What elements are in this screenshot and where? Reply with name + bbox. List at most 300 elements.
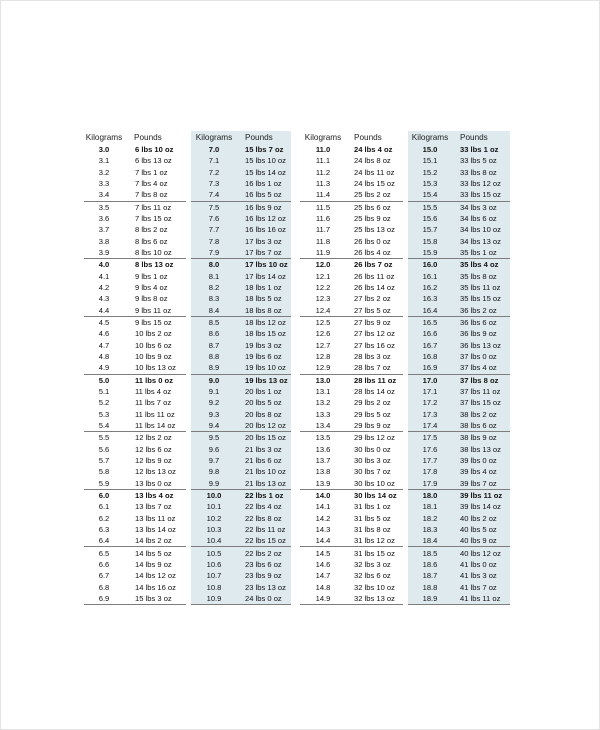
kilograms-cell: 6.1 <box>98 502 110 512</box>
pounds-cell: 10 lbs 9 oz <box>135 352 172 362</box>
pounds-cell: 31 lbs 12 oz <box>354 536 395 546</box>
kilograms-cell: 9.7 <box>208 456 220 466</box>
pounds-cell: 31 lbs 5 oz <box>354 513 391 523</box>
table-row <box>84 478 186 490</box>
kilograms-cell: 11.2 <box>315 167 331 177</box>
table-row <box>191 513 291 524</box>
kilograms-cell: 5.1 <box>98 387 110 397</box>
table-row <box>191 490 291 501</box>
table-row <box>408 535 510 547</box>
kilograms-cell: 15.1 <box>422 156 438 166</box>
kilograms-cell: 12.6 <box>315 329 331 339</box>
kilograms-cell: 18.9 <box>422 593 438 603</box>
table-row <box>84 340 186 351</box>
pounds-cell: 33 lbs 5 oz <box>460 156 497 166</box>
kilograms-cell: 4.5 <box>98 318 110 328</box>
kilograms-cell: 7.4 <box>208 190 220 200</box>
table-row <box>84 455 186 466</box>
table-row <box>191 386 291 397</box>
pounds-cell: 10 lbs 13 oz <box>135 363 176 373</box>
kilograms-cell: 17.7 <box>422 456 438 466</box>
kilograms-cell: 15.4 <box>422 190 438 200</box>
pounds-cell: 6 lbs 10 oz <box>135 145 174 155</box>
table-row <box>408 593 510 605</box>
pounds-cell: 7 lbs 4 oz <box>135 179 168 189</box>
table-row <box>191 271 291 282</box>
pounds-cell: 19 lbs 13 oz <box>245 375 288 385</box>
kilograms-cell: 14.5 <box>315 548 331 558</box>
pounds-cell: 29 lbs 5 oz <box>354 409 391 419</box>
table-row <box>300 271 403 282</box>
pounds-cell: 16 lbs 12 oz <box>245 214 286 224</box>
table-row <box>191 328 291 339</box>
table-row <box>408 236 510 247</box>
table-row <box>84 293 186 304</box>
table-row <box>191 409 291 420</box>
kilograms-cell: 4.3 <box>98 294 110 304</box>
table-row <box>84 362 186 374</box>
table-row <box>84 386 186 397</box>
kilograms-cell: 4.4 <box>98 305 110 315</box>
table-row <box>300 213 403 224</box>
table-row <box>191 224 291 235</box>
pounds-cell: 16 lbs 5 oz <box>245 190 282 200</box>
pounds-cell: 9 lbs 15 oz <box>135 318 172 328</box>
kilograms-cell: 17.8 <box>422 467 438 477</box>
table-row <box>300 455 403 466</box>
pounds-cell: 41 lbs 7 oz <box>460 582 497 592</box>
kilograms-cell: 18.0 <box>422 491 438 500</box>
kilograms-cell: 12.0 <box>315 260 331 270</box>
table-row <box>84 490 186 501</box>
kilograms-cell: 8.3 <box>208 294 220 304</box>
table-row <box>408 432 510 443</box>
kilograms-cell: 11.1 <box>315 156 331 166</box>
pounds-cell: 17 lbs 10 oz <box>245 260 288 270</box>
table-row <box>84 432 186 443</box>
kilograms-cell: 18.8 <box>422 582 438 592</box>
kilograms-cell: 11.6 <box>315 214 331 224</box>
table-row <box>191 432 291 443</box>
pounds-cell: 41 lbs 0 oz <box>460 559 497 569</box>
kilograms-cell: 12.5 <box>315 318 331 328</box>
pounds-cell: 22 lbs 4 oz <box>245 502 282 512</box>
kilograms-cell: 13.5 <box>315 433 331 443</box>
kilograms-cell: 5.6 <box>98 444 110 454</box>
pounds-cell: 34 lbs 6 oz <box>460 214 497 224</box>
kilograms-cell: 4.0 <box>98 260 110 270</box>
kilograms-cell: 13.8 <box>315 467 331 477</box>
table-row <box>408 478 510 490</box>
table-row <box>191 570 291 581</box>
table-row <box>191 581 291 592</box>
table-row <box>300 593 403 605</box>
kilograms-cell: 11.9 <box>315 248 331 258</box>
kilograms-cell: 13.0 <box>315 375 331 385</box>
kilograms-cell: 6.7 <box>98 571 110 581</box>
pounds-cell: 28 lbs 14 oz <box>354 387 395 397</box>
pounds-cell: 39 lbs 4 oz <box>460 467 497 477</box>
table-row <box>191 478 291 490</box>
table-row <box>300 420 403 432</box>
pounds-cell: 29 lbs 2 oz <box>354 398 391 408</box>
table-row <box>300 478 403 490</box>
pounds-cell: 14 lbs 9 oz <box>135 559 172 569</box>
kilograms-cell: 4.8 <box>98 352 110 362</box>
table-row <box>408 570 510 581</box>
pounds-cell: 39 lbs 7 oz <box>460 478 497 488</box>
pounds-cell: 23 lbs 9 oz <box>245 571 282 581</box>
kilograms-cell: 11.5 <box>315 202 331 212</box>
table-row <box>300 386 403 397</box>
table-row <box>84 271 186 282</box>
kilograms-cell: 17.0 <box>422 375 438 385</box>
kilograms-cell: 8.0 <box>208 260 220 270</box>
kilograms-cell: 6.3 <box>98 524 110 534</box>
kilograms-cell: 18.6 <box>422 559 438 569</box>
pounds-cell: 11 lbs 4 oz <box>135 387 172 397</box>
kilograms-cell: 9.3 <box>208 409 220 419</box>
kilograms-cell: 18.7 <box>422 571 438 581</box>
kilograms-cell: 9.1 <box>208 387 220 397</box>
conversion-table-2 <box>191 131 291 605</box>
pounds-cell: 8 lbs 6 oz <box>135 236 168 246</box>
pounds-cell: 34 lbs 13 oz <box>460 236 501 246</box>
kilograms-cell: 18.2 <box>422 513 438 523</box>
kilograms-cell: 11.8 <box>315 236 331 246</box>
kilograms-cell: 12.8 <box>315 352 331 362</box>
pounds-cell: 27 lbs 9 oz <box>354 318 391 328</box>
table-header <box>191 131 291 144</box>
kilograms-cell: 14.7 <box>315 571 331 581</box>
pounds-cell: 18 lbs 1 oz <box>245 283 282 293</box>
pounds-cell: 15 lbs 3 oz <box>135 593 172 603</box>
table-row <box>300 340 403 351</box>
table-row <box>191 247 291 259</box>
pounds-cell: 21 lbs 3 oz <box>245 444 282 454</box>
pounds-cell: 8 lbs 10 oz <box>135 248 172 258</box>
kilograms-cell: 13.7 <box>315 456 331 466</box>
pounds-cell: 36 lbs 6 oz <box>460 318 497 328</box>
table-row <box>191 466 291 477</box>
table-row <box>84 317 186 328</box>
table-row <box>300 466 403 477</box>
pounds-cell: 33 lbs 12 oz <box>460 179 501 189</box>
table-row <box>408 178 510 189</box>
table-row <box>300 282 403 293</box>
pounds-cell: 13 lbs 0 oz <box>135 478 172 488</box>
kilograms-cell: 10.5 <box>206 548 222 558</box>
pounds-cell: 18 lbs 8 oz <box>245 305 282 315</box>
pounds-cell: 12 lbs 6 oz <box>135 444 172 454</box>
pounds-cell: 41 lbs 11 oz <box>460 593 501 603</box>
kilograms-cell: 5.9 <box>98 478 110 488</box>
kilograms-cell: 7.3 <box>208 179 220 189</box>
pounds-cell: 14 lbs 2 oz <box>135 536 172 546</box>
table-row <box>300 362 403 374</box>
kilograms-cell: 13.3 <box>315 409 331 419</box>
pounds-cell: 18 lbs 12 oz <box>245 318 286 328</box>
pounds-cell: 35 lbs 1 oz <box>460 248 497 258</box>
pounds-cell: 33 lbs 8 oz <box>460 167 497 177</box>
table-header <box>84 131 186 144</box>
kilograms-cell: 7.5 <box>208 202 220 212</box>
table-row <box>300 247 403 259</box>
kilograms-cell: 12.2 <box>315 283 331 293</box>
table-row <box>300 432 403 443</box>
kilograms-cell: 3.7 <box>98 225 110 235</box>
pounds-cell: 22 lbs 15 oz <box>245 536 286 546</box>
pounds-cell: 38 lbs 13 oz <box>460 444 501 454</box>
pounds-cell: 36 lbs 13 oz <box>460 340 501 350</box>
pounds-cell: 41 lbs 3 oz <box>460 571 497 581</box>
kilograms-cell: 6.2 <box>98 513 110 523</box>
pounds-cell: 30 lbs 7 oz <box>354 467 391 477</box>
table-row <box>408 409 510 420</box>
kilograms-cell: 8.8 <box>208 352 220 362</box>
kilograms-cell: 10.9 <box>206 593 222 603</box>
conversion-table-1 <box>84 131 186 605</box>
table-row <box>84 581 186 592</box>
pounds-cell: 13 lbs 7 oz <box>135 502 172 512</box>
kilograms-cell: 16.6 <box>422 329 438 339</box>
header-pounds: Pounds <box>460 133 488 142</box>
table-row <box>84 524 186 535</box>
pounds-cell: 11 lbs 7 oz <box>135 398 172 408</box>
kilograms-cell: 8.6 <box>208 329 220 339</box>
pounds-cell: 37 lbs 4 oz <box>460 363 497 373</box>
kilograms-cell: 6.0 <box>98 491 110 500</box>
kilograms-cell: 3.8 <box>98 236 110 246</box>
table-row <box>191 282 291 293</box>
kilograms-cell: 13.4 <box>315 421 331 431</box>
table-row <box>191 305 291 317</box>
table-row <box>300 490 403 501</box>
kilograms-cell: 15.3 <box>422 179 438 189</box>
table-row <box>408 397 510 408</box>
table-row <box>191 501 291 512</box>
table-row <box>191 213 291 224</box>
kilograms-cell: 5.2 <box>98 398 110 408</box>
pounds-cell: 40 lbs 12 oz <box>460 548 501 558</box>
pounds-cell: 19 lbs 10 oz <box>245 363 286 373</box>
table-row <box>408 501 510 512</box>
pounds-cell: 21 lbs 13 oz <box>245 478 286 488</box>
kilograms-cell: 18.5 <box>422 548 438 558</box>
table-row <box>408 167 510 178</box>
kilograms-cell: 5.5 <box>98 433 110 443</box>
table-row <box>191 420 291 432</box>
table-row <box>191 559 291 570</box>
kilograms-cell: 17.5 <box>422 433 438 443</box>
kilograms-cell: 5.7 <box>98 456 110 466</box>
table-row <box>408 444 510 455</box>
table-row <box>300 178 403 189</box>
table-row <box>191 259 291 270</box>
kilograms-cell: 3.0 <box>98 145 110 155</box>
kilograms-cell: 3.6 <box>98 214 110 224</box>
table-header <box>408 131 510 144</box>
pounds-cell: 38 lbs 6 oz <box>460 421 497 431</box>
table-row <box>191 444 291 455</box>
kilograms-cell: 18.3 <box>422 524 438 534</box>
table-row <box>300 547 403 558</box>
kilograms-cell: 13.9 <box>315 478 331 488</box>
table-row <box>300 444 403 455</box>
table-row <box>300 202 403 213</box>
kilograms-cell: 8.2 <box>208 283 220 293</box>
pounds-cell: 37 lbs 8 oz <box>460 375 499 385</box>
table-row <box>300 501 403 512</box>
kilograms-cell: 11.4 <box>315 190 331 200</box>
kilograms-cell: 3.5 <box>98 202 110 212</box>
table-row <box>408 259 510 270</box>
table-row <box>408 466 510 477</box>
conversion-table-4 <box>408 131 510 605</box>
kilograms-cell: 15.7 <box>422 225 438 235</box>
kilograms-cell: 16.0 <box>422 260 438 270</box>
kilograms-cell: 12.7 <box>315 340 331 350</box>
pounds-cell: 17 lbs 7 oz <box>245 248 282 258</box>
pounds-cell: 25 lbs 13 oz <box>354 225 395 235</box>
kilograms-cell: 10.1 <box>206 502 222 512</box>
header-pounds: Pounds <box>245 133 273 142</box>
pounds-cell: 21 lbs 6 oz <box>245 456 282 466</box>
kilograms-cell: 4.9 <box>98 363 110 373</box>
pounds-cell: 11 lbs 0 oz <box>135 375 173 385</box>
kilograms-cell: 5.0 <box>98 375 110 385</box>
pounds-cell: 19 lbs 6 oz <box>245 352 282 362</box>
pounds-cell: 7 lbs 15 oz <box>135 214 172 224</box>
table-row <box>191 178 291 189</box>
table-row <box>84 535 186 547</box>
table-row <box>84 213 186 224</box>
pounds-cell: 40 lbs 5 oz <box>460 524 497 534</box>
pounds-cell: 14 lbs 16 oz <box>135 582 176 592</box>
table-row <box>408 317 510 328</box>
pounds-cell: 17 lbs 3 oz <box>245 236 282 246</box>
kilograms-cell: 3.1 <box>98 156 110 166</box>
header-kilograms: Kilograms <box>85 133 123 142</box>
header-kilograms: Kilograms <box>411 133 449 142</box>
conversion-table-3 <box>300 131 403 605</box>
table-row <box>408 490 510 501</box>
pounds-cell: 11 lbs 11 oz <box>135 409 175 419</box>
kilograms-cell: 14.0 <box>315 491 331 500</box>
pounds-cell: 35 lbs 11 oz <box>460 283 501 293</box>
pounds-cell: 16 lbs 9 oz <box>245 202 282 212</box>
kilograms-cell: 10.8 <box>206 582 222 592</box>
pounds-cell: 15 lbs 14 oz <box>245 167 286 177</box>
table-row <box>408 293 510 304</box>
pounds-cell: 13 lbs 4 oz <box>135 491 174 500</box>
kilograms-cell: 14.4 <box>315 536 331 546</box>
pounds-cell: 28 lbs 11 oz <box>354 375 397 385</box>
pounds-cell: 26 lbs 7 oz <box>354 260 393 270</box>
pounds-cell: 26 lbs 0 oz <box>354 236 391 246</box>
table-row <box>300 409 403 420</box>
pounds-cell: 24 lbs 8 oz <box>354 156 391 166</box>
pounds-cell: 36 lbs 9 oz <box>460 329 497 339</box>
pounds-cell: 27 lbs 16 oz <box>354 340 395 350</box>
table-row <box>191 397 291 408</box>
table-row <box>84 167 186 178</box>
pounds-cell: 23 lbs 13 oz <box>245 582 286 592</box>
kilograms-cell: 16.7 <box>422 340 438 350</box>
table-row <box>408 224 510 235</box>
kilograms-cell: 8.1 <box>208 271 220 281</box>
table-row <box>300 236 403 247</box>
pounds-cell: 24 lbs 4 oz <box>354 145 393 155</box>
table-row <box>300 375 403 386</box>
table-row <box>191 535 291 547</box>
pounds-cell: 22 lbs 11 oz <box>245 524 286 534</box>
table-row <box>191 189 291 201</box>
kilograms-cell: 16.5 <box>422 318 438 328</box>
table-row <box>408 202 510 213</box>
pounds-cell: 24 lbs 0 oz <box>245 593 282 603</box>
table-row <box>300 570 403 581</box>
kilograms-cell: 4.1 <box>98 271 110 281</box>
table-row <box>408 386 510 397</box>
pounds-cell: 7 lbs 1 oz <box>135 167 168 177</box>
table-row <box>408 351 510 362</box>
table-row <box>84 513 186 524</box>
table-row <box>84 247 186 259</box>
pounds-cell: 40 lbs 2 oz <box>460 513 497 523</box>
table-row <box>191 167 291 178</box>
kilograms-cell: 16.3 <box>422 294 438 304</box>
pounds-cell: 22 lbs 1 oz <box>245 491 284 500</box>
pounds-cell: 34 lbs 10 oz <box>460 225 501 235</box>
kilograms-cell: 8.9 <box>208 363 220 373</box>
table-row <box>84 224 186 235</box>
kilograms-cell: 15.6 <box>422 214 438 224</box>
table-row <box>300 224 403 235</box>
table-row <box>300 397 403 408</box>
kilograms-cell: 7.6 <box>208 214 220 224</box>
table-row <box>84 144 186 155</box>
table-row <box>300 305 403 317</box>
table-header <box>300 131 403 144</box>
table-row <box>408 282 510 293</box>
table-row <box>84 397 186 408</box>
pounds-cell: 18 lbs 15 oz <box>245 329 286 339</box>
kilograms-cell: 11.7 <box>315 225 331 235</box>
pounds-cell: 8 lbs 13 oz <box>135 260 174 270</box>
kilograms-cell: 16.4 <box>422 305 438 315</box>
kilograms-cell: 3.2 <box>98 167 110 177</box>
kilograms-cell: 3.4 <box>98 190 110 200</box>
pounds-cell: 31 lbs 8 oz <box>354 524 391 534</box>
pounds-cell: 27 lbs 5 oz <box>354 305 391 315</box>
kilograms-cell: 14.9 <box>315 593 331 603</box>
kilograms-cell: 12.3 <box>315 294 331 304</box>
kilograms-cell: 6.9 <box>98 593 110 603</box>
kilograms-cell: 7.1 <box>208 156 220 166</box>
kilograms-cell: 14.2 <box>315 513 331 523</box>
kilograms-cell: 16.2 <box>422 283 438 293</box>
table-row <box>191 547 291 558</box>
kilograms-cell: 9.8 <box>208 467 220 477</box>
kilograms-cell: 10.2 <box>206 513 222 523</box>
pounds-cell: 6 lbs 13 oz <box>135 156 172 166</box>
kilograms-cell: 4.2 <box>98 283 110 293</box>
pounds-cell: 12 lbs 9 oz <box>135 456 172 466</box>
pounds-cell: 16 lbs 16 oz <box>245 225 286 235</box>
pounds-cell: 30 lbs 14 oz <box>354 491 397 500</box>
table-row <box>191 155 291 166</box>
